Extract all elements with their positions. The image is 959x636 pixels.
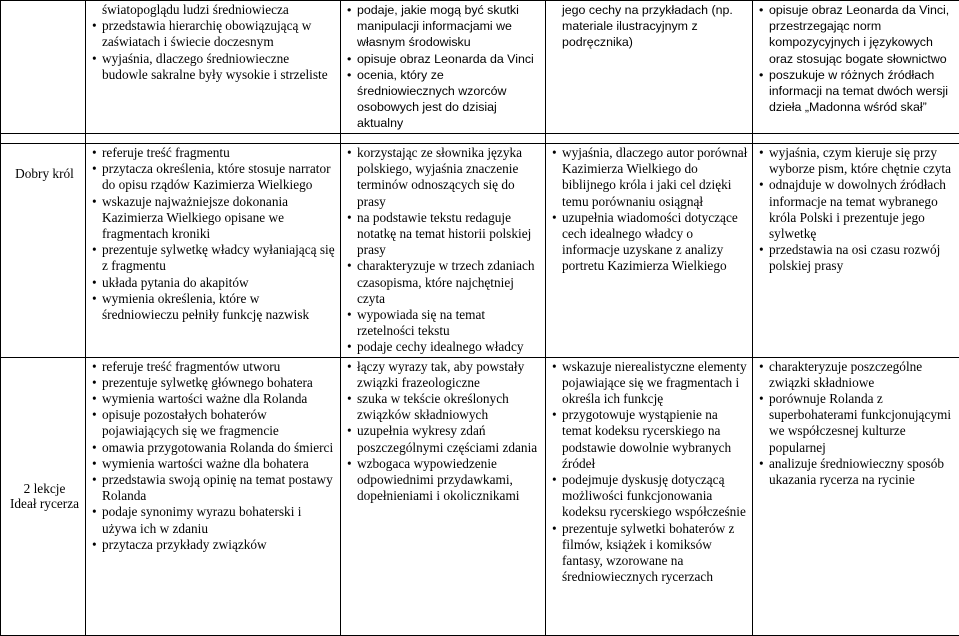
list-item: • prezentuje sylwetkę głównego bohatera <box>102 375 338 391</box>
requirements-cell <box>86 144 341 358</box>
list-item: • przedstawia hierarchię obowiązującą w zaświatach i świecie doczesnym <box>102 18 338 50</box>
list-item: • uzupełnia wiadomości dotyczące cech idealnego władcy o informacje uzyskane z analizy portretu Kazimierza Wielkiego <box>562 210 750 275</box>
requirements-cell <box>546 1 753 134</box>
list-item: • analizuje średniowieczny sposób ukazania rycerza na rycinie <box>769 456 957 488</box>
list-item: • podaje, jakie mogą być skutki manipulacji informacjami we własnym środowisku <box>357 2 543 51</box>
requirements-cell <box>546 144 753 358</box>
requirements-list <box>551 359 750 586</box>
list-item: • ocenia, który ze średniowiecznych wzorców osobowych jest do dzisiaj aktualny <box>357 67 543 132</box>
gap-cell <box>753 134 959 144</box>
requirements-list <box>91 359 338 553</box>
list-item: • uzupełnia wykresy zdań poszczególnymi częściami zdania <box>357 423 543 455</box>
lesson-name: Ideał rycerza <box>10 496 79 511</box>
list-item: • przytacza określenia, które stosuje narrator do opisu rządów Kazimierza Wielkiego <box>102 161 338 193</box>
list-item: • wskazuje najważniejsze dokonania Kazimierza Wielkiego opisane we fragmentach kroniki <box>102 194 338 243</box>
requirements-cell <box>341 357 546 635</box>
requirements-cell <box>753 1 959 134</box>
gap-cell <box>341 134 546 144</box>
requirements-list <box>551 145 750 275</box>
list-item: • porównuje Rolanda z superbohaterami funkcjonującymi we współczesnej kulturze popularnej <box>769 391 957 456</box>
list-item: • układa pytania do akapitów <box>102 275 338 291</box>
list-item: • wyjaśnia, dlaczego średniowieczne budowle sakralne były wysokie i strzeliste <box>102 51 338 83</box>
requirements-list <box>758 359 957 489</box>
list-item: • wskazuje nierealistyczne elementy pojawiające się we fragmentach i określa ich funkcję <box>562 359 750 408</box>
requirements-cell <box>86 357 341 635</box>
gap-cell <box>1 134 86 144</box>
list-item: • wymienia wartości ważne dla bohatera <box>102 456 338 472</box>
list-item: • wypowiada się na temat rzetelności tekstu <box>357 307 543 339</box>
requirements-cell <box>341 1 546 134</box>
requirements-list <box>91 145 338 323</box>
table-row <box>1 357 959 635</box>
list-item: • wyjaśnia, dlaczego autor porównał Kazimierza Wielkiego do biblijnego króla i jaki cel dzięki temu porównaniu osiągnął <box>562 145 750 210</box>
list-item: • szuka w tekście określonych związków składniowych <box>357 391 543 423</box>
requirements-cell <box>753 144 959 358</box>
requirements-list <box>346 2 543 132</box>
list-item: • wyjaśnia, czym kieruje się przy wyborze pism, które chętnie czyta <box>769 145 957 177</box>
table-row <box>1 144 959 358</box>
requirements-list <box>91 2 338 83</box>
requirements-list <box>758 2 957 115</box>
list-item: jego cechy na przykładach (np. materiale ilustracyjnym z podręcznika) <box>562 2 750 51</box>
list-item: • wymienia wartości ważne dla Rolanda <box>102 391 338 407</box>
row-gap <box>1 134 959 144</box>
list-item: • omawia przygotowania Rolanda do śmierci <box>102 440 338 456</box>
list-item: • łączy wyrazy tak, aby powstały związki frazeologiczne <box>357 359 543 391</box>
lesson-title-cell <box>1 1 86 134</box>
requirements-cell <box>86 1 341 134</box>
requirements-cell <box>546 357 753 635</box>
list-item: • charakteryzuje poszczególne związki składniowe <box>769 359 957 391</box>
list-item: • referuje treść fragmentów utworu <box>102 359 338 375</box>
list-item: • przytacza przykłady związków <box>102 537 338 553</box>
list-item: • przygotowuje wystąpienie na temat kodeksu rycerskiego na podstawie dowolnie wybranych źródeł <box>562 407 750 472</box>
lesson-title-cell: Dobry król <box>1 144 86 358</box>
list-item: • przedstawia na osi czasu rozwój polskiej prasy <box>769 242 957 274</box>
requirements-cell <box>341 144 546 358</box>
requirements-list <box>551 2 750 51</box>
gap-cell <box>546 134 753 144</box>
list-item: • podaje cechy idealnego władcy <box>357 339 543 355</box>
list-item: • charakteryzuje w trzech zdaniach czasopisma, które najchętniej czyta <box>357 258 543 307</box>
list-item: • wymienia określenia, które w średniowieczu pełniły funkcję nazwisk <box>102 291 338 323</box>
list-item: • referuje treść fragmentu <box>102 145 338 161</box>
list-item: • poszukuje w różnych źródłach informacji na temat dwóch wersji dzieła „Madonna wśród skał” <box>769 67 957 116</box>
list-item: • odnajduje w dowolnych źródłach informacje na temat wybranego króla Polski i prezentuje jego sylwetkę <box>769 177 957 242</box>
lesson-count: 2 lekcje <box>24 481 66 496</box>
gap-cell <box>86 134 341 144</box>
requirements-list <box>346 145 543 356</box>
lesson-title-cell <box>1 357 86 635</box>
list-item: • wzbogaca wypowiedzenie odpowiednimi przydawkami, dopełnieniami i okolicznikami <box>357 456 543 505</box>
list-item: • opisuje obraz Leonarda da Vinci, przestrzegając norm kompozycyjnych i językowych oraz stosując bogate słownictwo <box>769 2 957 67</box>
requirements-list <box>346 359 543 505</box>
requirements-cell <box>753 357 959 635</box>
table-body <box>1 1 959 636</box>
list-item: • podaje synonimy wyrazu bohaterski i używa ich w zdaniu <box>102 504 338 536</box>
list-item: • prezentuje sylwetki bohaterów z filmów, książek i komiksów fantasy, wzorowane na średniowiecznych rycerzach <box>562 521 750 586</box>
list-item: • opisuje obraz Leonarda da Vinci <box>357 51 543 67</box>
list-item: • korzystając ze słownika języka polskiego, wyjaśnia znaczenie terminów odnoszących się do prasy <box>357 145 543 210</box>
list-item: • prezentuje sylwetkę władcy wyłaniającą się z fragmentu <box>102 242 338 274</box>
list-item: światopoglądu ludzi średniowiecza <box>102 2 338 18</box>
list-item: • opisuje pozostałych bohaterów pojawiających się we fragmencie <box>102 407 338 439</box>
list-item: • na podstawie tekstu redaguje notatkę na temat historii polskiej prasy <box>357 210 543 259</box>
list-item: • podejmuje dyskusję dotyczącą możliwości funkcjonowania kodeksu rycerskiego współcześnie <box>562 472 750 521</box>
table-row <box>1 1 959 134</box>
list-item: • przedstawia swoją opinię na temat postawy Rolanda <box>102 472 338 504</box>
requirements-list <box>758 145 957 275</box>
